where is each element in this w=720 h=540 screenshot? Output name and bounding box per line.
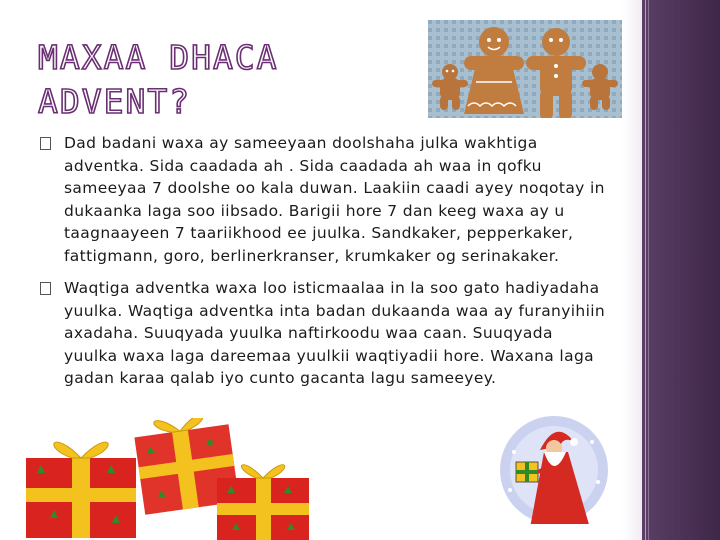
- slide-title: MAXAA DHACA ADVENT?: [38, 38, 279, 121]
- band-line: [648, 0, 649, 540]
- santa-claus-clipart: [494, 412, 614, 532]
- panel-edge: [622, 0, 642, 540]
- bullet-text: Dad badani waxa ay sameeyaan doolshaha julka wakhtiga adventka. Sida caadada ah . Sida caadada ah waa in qofku sameeyaa 7 doolshe oo kala duwan. Laakiin caadi ayey noqotay in dukaanka laga soo iibsado. Barigii hore 7 dan keeg waxa ay u taagnaayeen 7 taariikhood ee juulka. Sandkaker, pepperkaker, fattigmann, goro, berlinerkranser, krumkaker og serinakaker.: [64, 134, 605, 265]
- bullet-icon: [40, 137, 51, 150]
- gingerbread-cookies-photo: [428, 20, 622, 118]
- band-line: [645, 0, 646, 540]
- bullet-text: Waqtiga adventka waxa loo isticmaalaa in la soo gato hadiyadaha yuulka. Waqtiga adventka inta badan dukaanda waa ay furanyihiin axadaha. Suuqyada yuulka naftirkoodu waa caan. Suuqyada yuulka waxa laga dareemaa yuulkii waqtiyadii hore. Waxana laga gadan karaa qalab iyo cunto gacanta lagu sameeyey.: [64, 279, 606, 387]
- side-band: [642, 0, 720, 540]
- list-item: [38, 277, 608, 390]
- bullet-icon: [40, 282, 51, 295]
- bullet-list: [38, 132, 608, 400]
- christmas-gift-boxes-clipart: [12, 418, 317, 540]
- list-item: [38, 132, 608, 267]
